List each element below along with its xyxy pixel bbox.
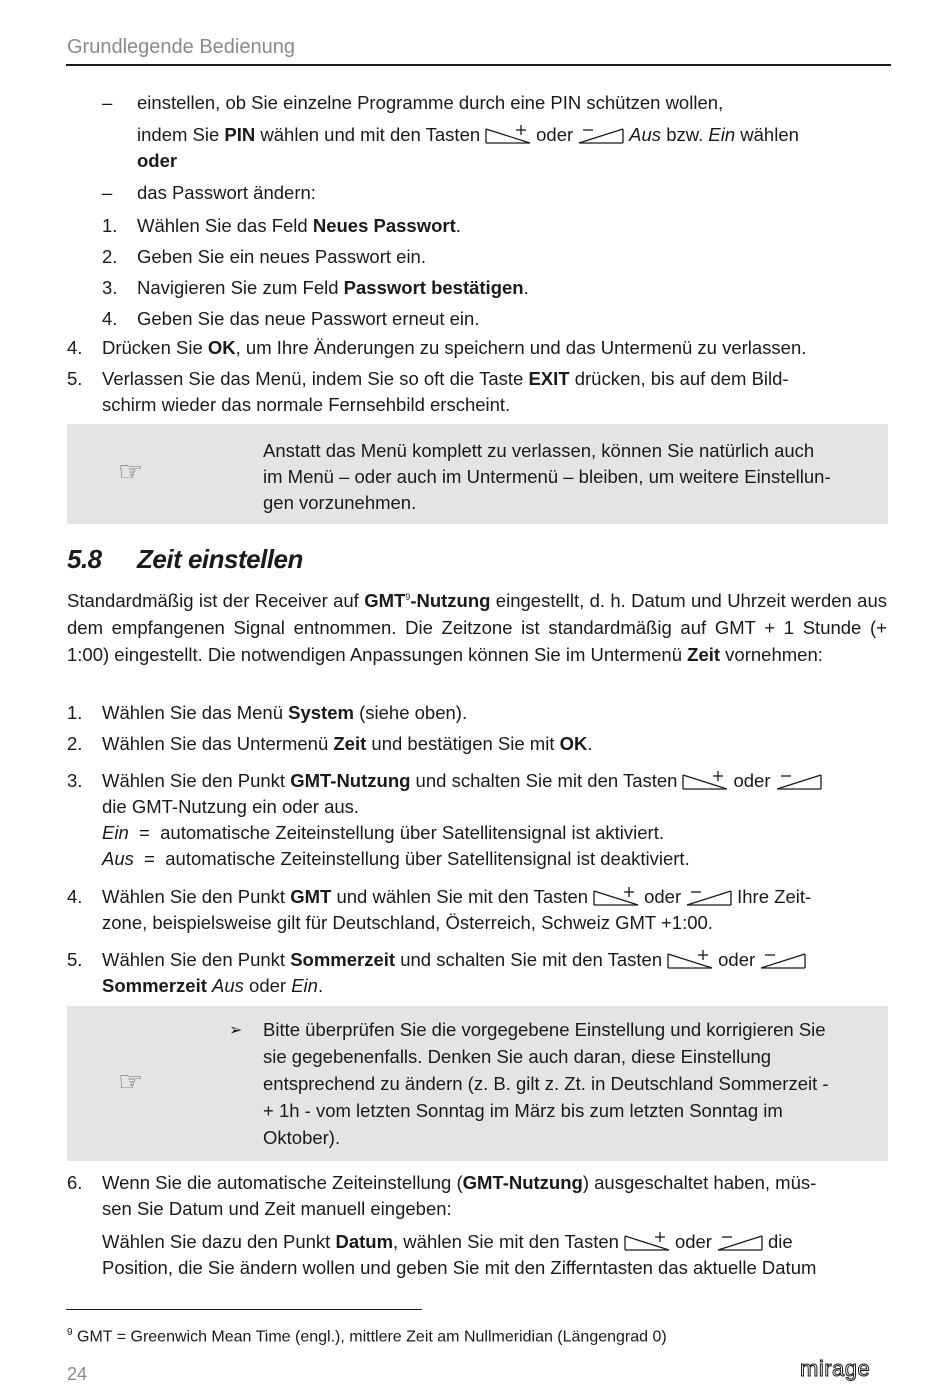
volume-down-key-icon [775,771,823,800]
definition-row: Aus = automatische Zeiteinstellung über Satellitensignal ist deaktiviert. [102,848,690,869]
step-continuation: schirm wieder das normale Fernsehbild erscheint. [102,394,511,415]
note-text: gen vorzunehmen. [263,492,417,513]
running-header: Grundlegende Bedienung [67,36,295,58]
step-number: 5. [67,949,83,970]
dash-item-oder: oder [137,150,178,171]
volume-up-key-icon [666,950,714,979]
section-title: Zeit einstellen [137,544,303,574]
footnote-rule [66,1309,422,1310]
sub-step-number: 3. [102,277,118,298]
sub-step: Wählen Sie das Feld Neues Passwort. [137,215,461,236]
note-text: im Menü – oder auch im Untermenü – bleiben, um weitere Einstellun- [263,466,831,487]
intro-paragraph: Standardmäßig ist der Receiver auf GMT$^9$-Nutzung eingestellt, d. h. Datum und Uhrzeit werden aus dem empfangenen Signal entnommen. Die Zeitzone ist standardmäßig auf GMT + 1 Stunde (+ 1:00) eingestellt. Die notwendigen Anpassungen können Sie im Untermenü Zeit vornehmen: [67,590,887,666]
dash-bullet: – [102,182,113,203]
header-rule [66,64,891,66]
footnote: $^9$ GMT = Greenwich Mean Time (engl.), mittlere Zeit am Nullmeridian (Längengrad 0) [67,1327,667,1346]
sub-step-number: 2. [102,246,118,267]
step-continuation: die GMT-Nutzung ein oder aus. [102,796,360,817]
dash-bullet: – [102,92,113,113]
note-text: + 1h - vom letzten Sonntag im März bis zum letzten Sonntag im [263,1100,783,1121]
volume-down-key-icon [759,950,807,979]
step: Verlassen Sie das Menü, indem Sie so oft die Taste EXIT drücken, bis auf dem Bild- [102,368,789,389]
section-heading [67,544,303,575]
volume-up-key-icon [681,771,729,800]
sub-step: Geben Sie ein neues Passwort ein. [137,246,426,267]
note-text: Oktober). [263,1127,341,1148]
step-number: 4. [67,886,83,907]
svg-text:mirage: mirage [800,1358,871,1381]
note-text: entsprechend zu ändern (z. B. gilt z. Zt. in Deutschland Sommerzeit - [263,1073,829,1094]
step-number: 6. [67,1172,83,1193]
step-continuation: Position, die Sie ändern wollen und geben Sie mit den Zifferntasten das aktuelle Datum [102,1257,817,1278]
volume-down-key-icon [577,125,625,154]
step-continuation: Wählen Sie dazu den Punkt Datum, wählen Sie mit den Tasten oder die [102,1229,793,1261]
note-text: Bitte überprüfen Sie die vorgegebene Einstellung und korrigieren Sie [263,1019,826,1040]
sub-step: Navigieren Sie zum Feld Passwort bestätigen. [137,277,529,298]
step-continuation: zone, beispielsweise gilt für Deutschland, Österreich, Schweiz GMT +1:00. [102,912,713,933]
step-number: 4. [67,337,83,358]
step-number: 2. [67,733,83,754]
sub-step-number: 1. [102,215,118,236]
note-text: Anstatt das Menü komplett zu verlassen, können Sie natürlich auch [263,440,815,461]
sub-step-number: 4. [102,308,118,329]
dash-item-pin: einstellen, ob Sie einzelne Programme durch eine PIN schützen wollen, [137,92,724,113]
step: Drücken Sie OK, um Ihre Änderungen zu speichern und das Untermenü zu verlassen. [102,337,807,358]
pointing-hand-icon: ☞ [118,455,144,488]
step: Wählen Sie den Punkt Sommerzeit und schalten Sie mit den Tasten oder [102,947,811,979]
dash-item-pin-line2: indem Sie PIN wählen und mit den Tasten oder Aus bzw. Ein wählen [137,122,799,154]
note-text: sie gegebenenfalls. Denken Sie auch daran, diese Einstellung [263,1046,772,1067]
volume-up-key-icon [484,125,532,154]
step: Wählen Sie das Menü System (siehe oben). [102,702,468,723]
step-continuation: sen Sie Datum und Zeit manuell eingeben: [102,1198,452,1219]
step: Wählen Sie den Punkt GMT-Nutzung und schalten Sie mit den Tasten oder [102,768,827,800]
section-number: 5.8 [67,544,102,574]
sub-step: Geben Sie das neue Passwort erneut ein. [137,308,480,329]
step: Wählen Sie den Punkt GMT und wählen Sie mit den Tasten oder Ihre Zeit- [102,884,811,916]
step-number: 1. [67,702,83,723]
pointing-hand-icon: ☞ [118,1065,144,1098]
step: Wählen Sie das Untermenü Zeit und bestätigen Sie mit OK. [102,733,593,754]
step-number: 5. [67,368,83,389]
step-continuation: Sommerzeit Aus oder Ein. [102,975,324,996]
dash-item-password: das Passwort ändern: [137,182,316,203]
definition-row: Ein = automatische Zeiteinstellung über Satellitensignal ist aktiviert. [102,822,664,843]
step-number: 3. [67,770,83,791]
page-number: 24 [67,1364,88,1384]
arrow-bullet-icon: ➢ [229,1020,243,1039]
step: Wenn Sie die automatische Zeiteinstellung (GMT-Nutzung) ausgeschaltet haben, müs- [102,1172,817,1193]
footnote-ref: 9 [405,592,411,602]
mirage-logo-icon [800,1358,886,1382]
